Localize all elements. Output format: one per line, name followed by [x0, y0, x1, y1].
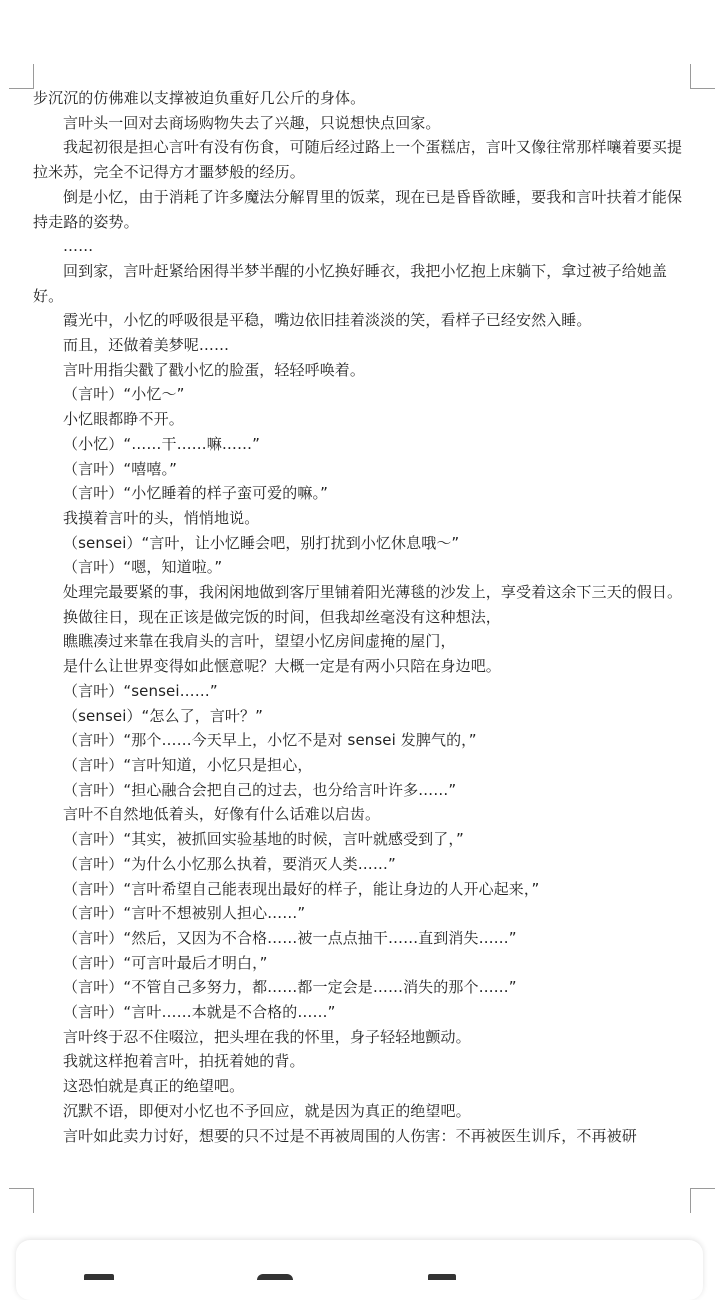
- paragraph: （言叶）“sensei……”: [63, 681, 218, 700]
- paragraph: 倒是小忆，由于消耗了许多魔法分解胃里的饭菜，现在已是昏昏欲睡，要我和言叶扶着才能保持走路的姿势。: [33, 187, 683, 231]
- page-corner-mark-top-right: [690, 64, 715, 89]
- paragraph: 我摸着言叶的头，悄悄地说。: [63, 508, 260, 527]
- paragraph: （言叶）“担心融合会把自己的过去，也分给言叶许多……”: [63, 780, 457, 799]
- paragraph: （言叶）“然后，又因为不合格……被一点点抽干……直到消失……”: [63, 928, 517, 947]
- paragraph: 小忆眼都睁不开。: [63, 410, 184, 429]
- toolbar-icon-3[interactable]: [428, 1274, 456, 1280]
- toolbar-icon-2[interactable]: [257, 1274, 293, 1280]
- paragraph: 换做往日，现在正该是做完饭的时间，但我却丝毫没有这种想法，: [63, 607, 501, 626]
- paragraph: （言叶）“言叶知道，小忆只是担心，: [63, 755, 313, 774]
- paragraph: （言叶）“小忆～”: [63, 385, 185, 404]
- paragraph: （言叶）“不管自己多努力，都……都一定会是……消失的那个……”: [63, 978, 517, 997]
- paragraph: 我就这样抱着言叶，拍抚着她的背。: [63, 1052, 305, 1071]
- paragraph: （言叶）“为什么小忆那么执着，要消灭人类……”: [63, 854, 396, 873]
- page-corner-mark-top-left: [9, 64, 34, 89]
- paragraph: （言叶）“嗯，知道啦。”: [63, 558, 223, 577]
- paragraph: （言叶）“言叶不想被别人担心……”: [63, 904, 306, 923]
- paragraph: 是什么让世界变得如此惬意呢？大概一定是有两小只陪在身边吧。: [63, 657, 501, 676]
- paragraph: （言叶）“嘻嘻。”: [63, 459, 177, 478]
- paragraph: 沉默不语，即便对小忆也不予回应，就是因为真正的绝望吧。: [63, 1101, 471, 1120]
- paragraph: （言叶）“那个……今天早上，小忆不是对 sensei 发脾气的，”: [63, 731, 477, 750]
- paragraph: 瞧瞧凑过来靠在我肩头的言叶，望望小忆房间虚掩的屋门，: [63, 632, 456, 651]
- document-body: [33, 86, 691, 1148]
- paragraph: （sensei）“言叶，让小忆睡会吧，别打扰到小忆休息哦～”: [63, 533, 460, 552]
- paragraph: （sensei）“怎么了，言叶？”: [63, 706, 264, 725]
- paragraph: 言叶头一回对去商场购物失去了兴趣，只说想快点回家。: [63, 113, 441, 132]
- paragraph: 霞光中，小忆的呼吸很是平稳，嘴边依旧挂着淡淡的笑，看样子已经安然入睡。: [63, 311, 592, 330]
- paragraph: ……: [63, 237, 94, 256]
- paragraph: （言叶）“其实，被抓回实验基地的时候，言叶就感受到了，”: [63, 830, 464, 849]
- paragraph: 这恐怕就是真正的绝望吧。: [63, 1077, 245, 1096]
- paragraph: （言叶）“可言叶最后才明白，”: [63, 953, 268, 972]
- paragraph: 而且，还做着美梦呢……: [63, 336, 230, 355]
- paragraph: （言叶）“言叶……本就是不合格的……”: [63, 1003, 336, 1022]
- paragraph: 言叶用指尖戳了戳小忆的脸蛋，轻轻呼唤着。: [63, 360, 366, 379]
- bottom-toolbar: [16, 1240, 703, 1300]
- paragraph: 回到家，言叶赶紧给困得半梦半醒的小忆换好睡衣，我把小忆抱上床躺下，拿过被子给她盖好。: [33, 261, 668, 305]
- paragraph: 言叶不自然地低着头，好像有什么话难以启齿。: [63, 805, 381, 824]
- page-corner-mark-bottom-right: [690, 1188, 715, 1213]
- toolbar-icon-1[interactable]: [84, 1274, 114, 1280]
- paragraph: 处理完最要紧的事，我闲闲地做到客厅里铺着阳光薄毯的沙发上，享受着这余下三天的假日。: [63, 583, 683, 602]
- paragraph: （小忆）“……干……嘛……”: [63, 434, 260, 453]
- paragraph: （言叶）“小忆睡着的样子蛮可爱的嘛。”: [63, 484, 328, 503]
- page-corner-mark-bottom-left: [9, 1188, 34, 1213]
- paragraph: 言叶如此卖力讨好，想要的只不过是不再被周围的人伤害：不再被医生训斥，不再被研: [63, 1126, 637, 1145]
- paragraph: （言叶）“言叶希望自己能表现出最好的样子，能让身边的人开心起来，”: [63, 879, 540, 898]
- paragraph: 步沉沉的仿佛难以支撑被迫负重好几公斤的身体。: [33, 89, 366, 107]
- paragraph: 言叶终于忍不住啜泣，把头埋在我的怀里，身子轻轻地颤动。: [63, 1027, 471, 1046]
- paragraph: 我起初很是担心言叶有没有伤食，可随后经过路上一个蛋糕店，言叶又像往常那样嚷着要买提拉米苏，完全不记得方才噩梦般的经历。: [33, 138, 683, 182]
